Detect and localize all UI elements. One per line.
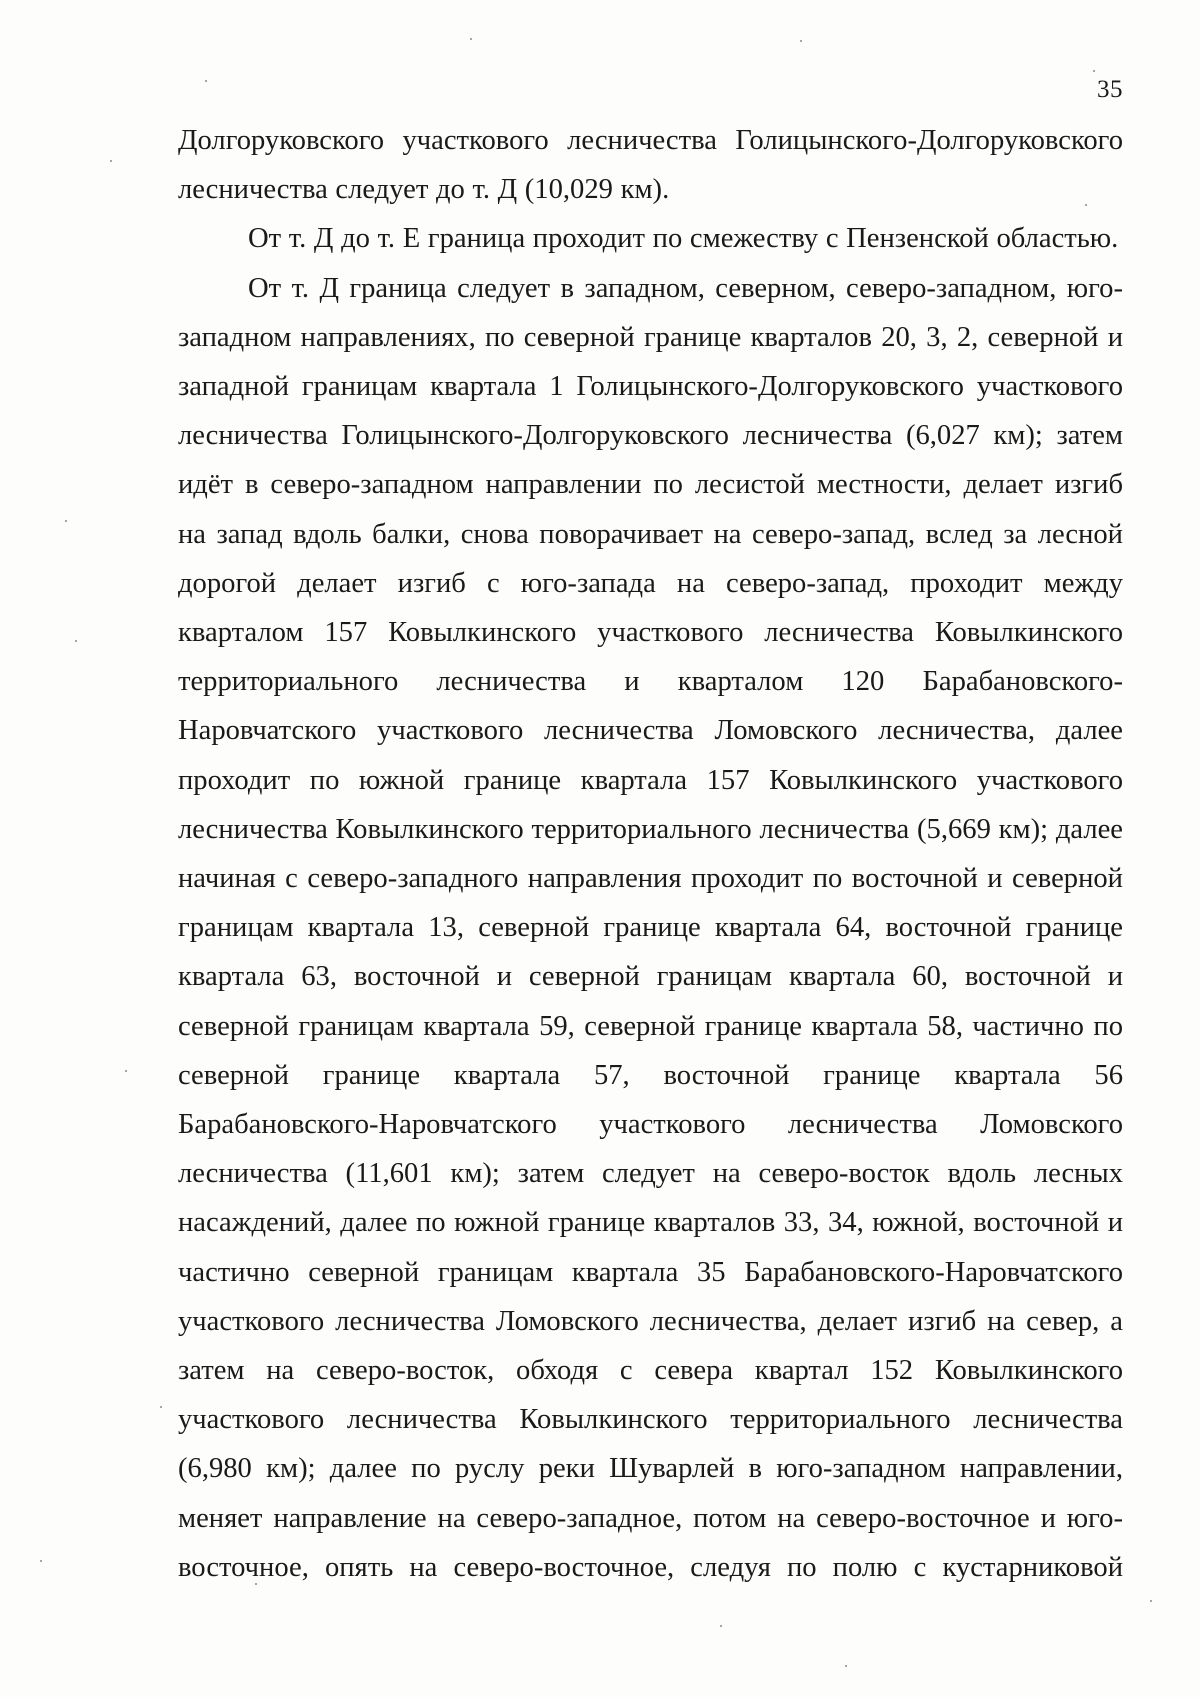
scan-speck <box>1085 204 1087 206</box>
scan-speck <box>110 160 112 162</box>
scan-speck <box>1093 70 1095 72</box>
scan-speck <box>470 38 472 40</box>
document-body <box>178 116 1123 1592</box>
page-number: 35 <box>1097 76 1123 103</box>
paragraph-border-penza: От т. Д до т. Е граница проходит по смежеству с Пензенской областью. <box>248 223 1119 255</box>
scan-speck <box>205 80 207 82</box>
scan-speck <box>40 1560 42 1562</box>
scan-speck <box>845 1665 847 1667</box>
paragraph-continuation: Долгоруковского участкового лесничества Голицынского-Долгоруковского лесничества следует до т. Д (10,029 км). <box>178 125 1123 206</box>
scan-speck <box>75 640 77 642</box>
scan-speck <box>255 1583 257 1585</box>
scan-speck <box>125 1070 127 1072</box>
scan-speck <box>800 40 802 42</box>
scan-speck <box>1150 1600 1152 1602</box>
scan-speck <box>160 1406 162 1408</box>
scan-speck <box>720 1625 722 1627</box>
paragraph-border-description: От т. Д граница следует в западном, северном, северо-западном, юго-западном направлениях, по северной границе кварталов 20, 3, 2, северной и западной границам квартала 1 Голицынского-Долгоруковского участкового лесничества Голицынского-Долгоруковского лесничества (6,027 км); затем идёт в северо-западном направлении по лесистой местности, делает изгиб на запад вдоль балки, снова поворачивает на северо-запад, вслед за лесной дорогой делает изгиб с юго-запада на северо-запад, проходит между кварталом 157 Ковылкинского участкового лесничества Ковылкинского территориального лесничества и кварталом 120 Барабановского-Наровчатского участкового лесничества Ломовского лесничества, далее проходит по южной границе квартала 157 Ковылкинского участкового лесничества Ковылкинского территориального лесничества (5,669 км); далее начиная с северо-западного направления проходит по восточной и северной границам квартала 13, северной границе квартала 64, восточной границе квартала 63, восточной и северной границам квартала 60, восточной и северной границам квартала 59, северной границе квартала 58, частично по северной границе квартала 57, восточной границе квартала 56 Барабановского-Наровчатского участкового лесничества Ломовского лесничества (11,601 км); затем следует на северо-восток вдоль лесных насаждений, далее по южной границе кварталов 33, 34, южной, восточной и частично северной границам квартала 35 Барабановского-Наровчатского участкового лесничества Ломовского лесничества, делает изгиб на север, а затем на северо-восток, обходя с севера квартал 152 Ковылкинского участкового лесничества Ковылкинского территориального лесничества (6,980 км); далее по руслу реки Шуварлей в юго-западном направлении, меняет направление на северо-западное, потом на северо-восточное и юго-восточное, опять на северо-восточное, следуя по полю с кустарниковой <box>178 272 1123 1583</box>
scan-speck <box>65 520 67 522</box>
